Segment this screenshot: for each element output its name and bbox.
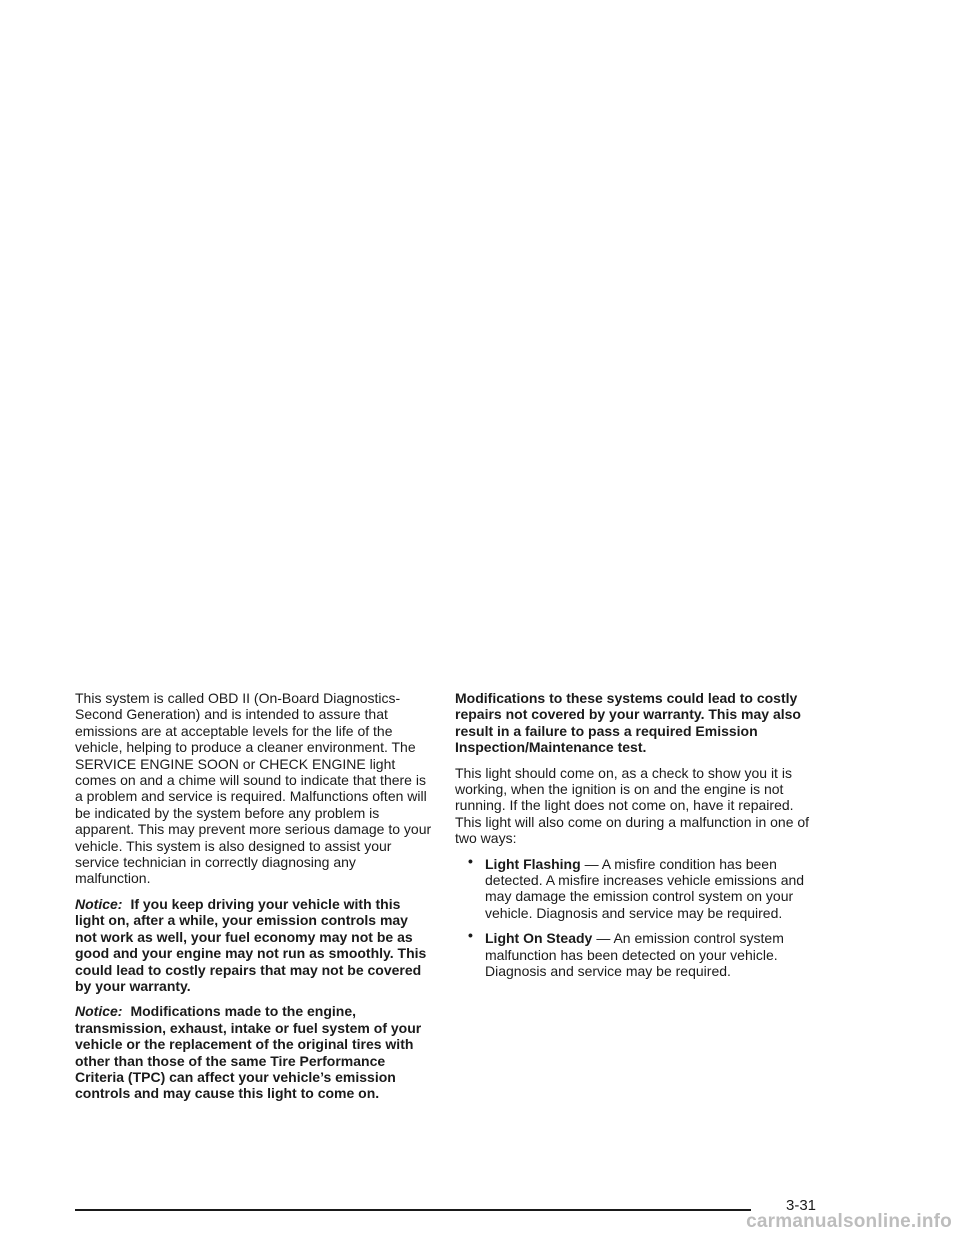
bullet-light-on-steady [455,927,813,980]
modifications-warning: Modifications to these systems could lead to costly repairs not covered by your warranty. This may also result in a failure to pass a required Emission Inspection/Maintenance test. [455,690,801,756]
bullet-light-flashing [455,852,813,922]
notice-label: Notice: [75,1003,123,1020]
right-column [455,690,813,989]
notice-label: Notice: [75,895,123,912]
notice-text: Modifications made to the engine, transmission, exhaust, intake or fuel system of your vehicle or the replacement of the original tires with other than those of the same Tire Performance Criteria (TPC) can affect your vehicle’s emission controls and may cause this light to come on. [75,1003,422,1102]
obd-intro-paragraph: This system is called OBD II (On-Board Diagnostics-Second Generation) and is intended to assure that emissions are at acceptable levels for the life of the vehicle, helping to produce a cleaner environment. The SERVICE ENGINE SOON or CHECK ENGINE light comes on and a chime will sound to indicate that there is a problem and service is required. Malfunctions often will be indicated by the system before any problem is apparent. This may prevent more serious damage to your vehicle. This system is also designed to assist your service technician in correctly diagnosing any malfunction. [75,690,432,887]
bullet-text: — An emission control system malfunction has been detected on your vehicle. Diagnosis and service may be required. [485,930,784,980]
bullet-icon: • [468,852,473,869]
notice-paragraph-modifications [75,1003,433,1101]
bullet-icon: • [468,927,473,944]
bullet-text: — A misfire condition has been detected. A misfire increases vehicle emissions and may damage the emission control system on your vehicle. Diagnosis and service may be required. [485,855,805,921]
bullet-term: Light Flashing [485,855,581,872]
page-number: 3-31 [786,1197,817,1214]
notice-text: If you keep driving your vehicle with this light on, after a while, your emission controls may not work as well, your fuel economy may not be as good and your engine may not run as smoothly. This could lead to costly repairs that may not be covered by your warranty. [75,895,427,994]
light-check-paragraph: This light should come on, as a check to show you it is working, when the ignition is on and the engine is not running. If the light does not come on, have it repaired. This light will also come on during a malfunction in one of two ways: [455,764,810,847]
footer-rule [75,1209,751,1211]
watermark: carmanualsonline.info [746,1211,952,1232]
left-column [75,690,433,1111]
bullet-term: Light On Steady [485,930,593,947]
notice-paragraph-driving [75,896,433,994]
